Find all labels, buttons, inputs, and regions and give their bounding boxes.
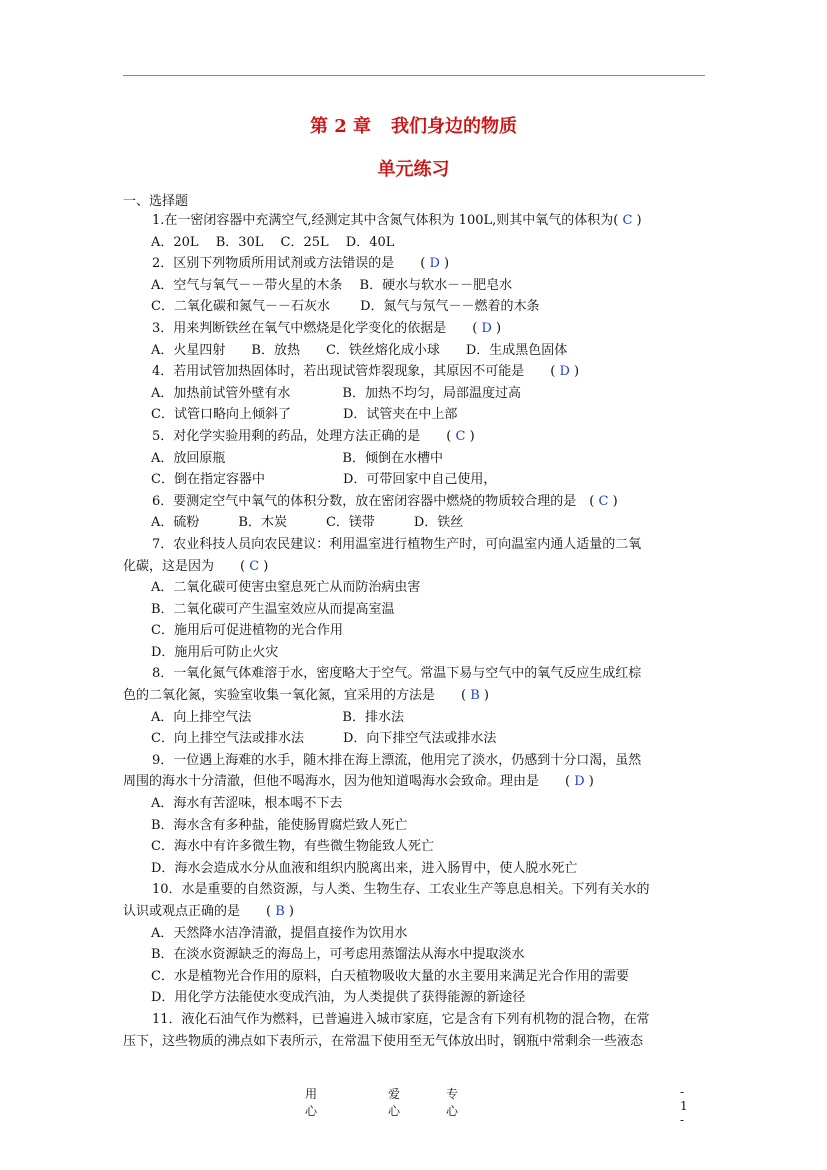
answer-close-paren: ): [496, 320, 502, 336]
line-text: C．施用后可促进植物的光合作用: [151, 623, 343, 639]
line-text: A．天然降水洁净清澈，提倡直接作为饮用水: [151, 925, 408, 941]
text-line: [123, 966, 705, 988]
text-line: [123, 210, 705, 232]
line-text: B．在淡水资源缺乏的海岛上，可考虑用蒸馏法从海水中提取淡水: [151, 947, 525, 963]
line-text: 6．要测定空气中氧气的体积分数，放在密闭容器中燃烧的物质较合理的是 (: [152, 493, 595, 509]
text-line: [123, 750, 705, 772]
answer-letter: B: [466, 688, 484, 704]
line-text: 9．一位遇上海难的水手，随木排在海上漂流，他用完了淡水，仍感到十分口渴，虽然: [152, 752, 642, 768]
line-text: 3．用来判断铁丝在氧气中燃烧是化学变化的依据是 (: [152, 320, 478, 336]
answer-close-paren: ): [574, 364, 580, 380]
line-text: 压下，这些物质的沸点如下表所示，在常温下使用至无气体放出时，钢瓶中常剩余一些液态: [123, 1033, 644, 1049]
text-line: [123, 771, 705, 793]
answer-close-paren: ): [588, 774, 594, 790]
text-line: [123, 469, 705, 491]
answer-letter: C: [618, 213, 637, 228]
line-text: 化碳，这是因为 (: [123, 558, 246, 574]
line-text: A．空气与氧气－－带火星的木条 B．硬水与软水－－肥皂水: [151, 277, 513, 293]
line-text: C．二氧化碳和氮气－－石灰水 D．氮气与氖气－－燃着的木条: [151, 299, 540, 315]
answer-letter: B: [271, 904, 289, 919]
footer-yongxin: 用心: [305, 1087, 318, 1118]
text-line: [123, 793, 705, 815]
text-line: [123, 728, 705, 750]
answer-close-paren: ): [263, 558, 269, 574]
text-line: [123, 253, 705, 275]
line-text: C．向上排空气法或排水法 D．向下排空气法或排水法: [151, 731, 497, 747]
line-text: 8．一氧化氮气体难溶于水，密度略大于空气。常温下易与空气中的氧气反应生成红棕: [152, 666, 642, 682]
text-line: [123, 232, 705, 254]
line-text: 认识或观点正确的是 (: [123, 904, 272, 919]
line-text: A．火星四射 B．放热 C．铁丝熔化成小球 D．生成黑色固体: [151, 342, 568, 358]
text-line: [123, 663, 705, 685]
answer-close-paren: ): [288, 904, 294, 919]
answer-close-paren: ): [444, 256, 450, 272]
line-text: C．水是植物光合作用的原料，白天植物吸收大量的水主要用来满足光合作用的需要: [151, 968, 629, 984]
text-line: [123, 318, 705, 340]
text-line: [123, 836, 705, 858]
header-rule: [123, 75, 705, 76]
text-line: [123, 642, 705, 664]
text-line: [123, 685, 705, 707]
chapter-number: 第 2 章: [309, 116, 372, 137]
line-text: 色的二氧化氮，实验室收集一氧化氮，宜采用的方法是 (: [123, 688, 467, 704]
line-text: 11．液化石油气作为燃料，已普遍进入城市家庭，它是含有下列有机物的混合物，在常: [152, 1011, 650, 1027]
line-text: 周围的海水十分清澈，但他不喝海水，因为他知道喝海水会致命。理由是 (: [123, 774, 571, 790]
text-line: [123, 599, 705, 621]
line-text: D．用化学方法能使水变成汽油，为人类提供了获得能源的新途径: [151, 990, 526, 1006]
line-text: B．二氧化碳可产生温室效应从而提高室温: [151, 601, 395, 617]
line-text: 5．对化学实验用剩的药品，处理方法正确的是 (: [152, 428, 452, 444]
text-line: [123, 296, 705, 318]
text-line: [123, 858, 705, 880]
text-line: [123, 901, 705, 923]
text-line: [123, 383, 705, 405]
line-text: 2．区别下列物质所用试剂或方法错误的是 (: [152, 256, 426, 272]
line-text: 7．农业科技人员向农民建议：利用温室进行植物生产时，可向温室内通人适量的二氧: [152, 536, 642, 552]
footer-aixin: 爱心: [388, 1087, 401, 1118]
page-number: - 1 -: [680, 1085, 688, 1127]
line-text: A．放回原瓶 B．倾倒在水槽中: [151, 450, 443, 466]
text-line: [123, 426, 705, 448]
text-line: [123, 534, 705, 556]
line-text: 1.在一密闭容器中充满空气,经测定其中含氮气体积为 100L,则其中氧气的体积为(: [152, 213, 619, 228]
line-text: A．加热前试管外壁有水 B．加热不均匀，局部温度过高: [151, 385, 521, 401]
text-line: [123, 512, 705, 534]
line-text: B．海水含有多种盐，能使肠胃腐烂致人死亡: [151, 817, 408, 833]
text-line: [123, 275, 705, 297]
text-line: [123, 923, 705, 945]
line-text: A．20L B．30L C．25L D．40L: [151, 234, 395, 250]
line-text: A．向上排空气法 B．排水法: [151, 709, 404, 725]
answer-close-paren: ): [483, 688, 489, 704]
text-line: [123, 879, 705, 901]
text-line: [123, 707, 705, 729]
answer-letter: D: [555, 364, 575, 380]
answer-close-paren: ): [469, 428, 475, 444]
text-line: [123, 1009, 705, 1031]
text-line: [123, 491, 705, 513]
line-text: A．硫粉 B．木炭 C．镁带 D．铁丝: [151, 515, 464, 531]
question-body: [123, 210, 705, 1052]
text-line: [123, 987, 705, 1009]
line-text: 10．水是重要的自然资源，与人类、生物生存、工农业生产等息息相关。下列有关水的: [152, 882, 650, 898]
answer-letter: D: [570, 774, 589, 790]
text-line: [123, 448, 705, 470]
chapter-title: [0, 112, 827, 138]
line-text: C．倒在指定容器中 D．可带回家中自己使用，: [151, 472, 497, 488]
answer-letter: C: [451, 428, 470, 444]
answer-letter: D: [425, 256, 445, 272]
unit-subtitle: 单元练习: [377, 159, 450, 180]
chapter-name: 我们身边的物质: [391, 116, 518, 137]
answer-close-paren: ): [612, 493, 618, 509]
line-text: D．施用后可防止火灾: [151, 644, 279, 660]
section-heading: 一、选择题: [123, 194, 189, 209]
line-text: C．试管口略向上倾斜了 D．试管夹在中上部: [151, 407, 458, 423]
line-text: 4．若用试管加热固体时，若出现试管炸裂现象，其原因不可能是 (: [152, 364, 556, 380]
text-line: [123, 944, 705, 966]
answer-letter: C: [594, 493, 613, 509]
answer-letter: D: [477, 320, 497, 336]
text-line: [123, 1031, 705, 1053]
text-line: [123, 361, 705, 383]
text-line: [123, 340, 705, 362]
text-line: [123, 577, 705, 599]
line-text: A．海水有苦涩味，根本喝不下去: [151, 796, 343, 812]
answer-close-paren: ): [636, 213, 642, 228]
text-line: [123, 620, 705, 642]
footer-zhuanxin: 专心: [446, 1087, 459, 1118]
answer-letter: C: [245, 558, 264, 574]
text-line: [123, 404, 705, 426]
line-text: D．海水会造成水分从血液和组织内脱离出来，进入肠胃中，使人脱水死亡: [151, 860, 578, 876]
line-text: A．二氧化碳可使害虫窒息死亡从而防治病虫害: [151, 580, 421, 596]
line-text: C．海水中有许多微生物，有些微生物能致人死亡: [151, 839, 434, 855]
text-line: [123, 815, 705, 837]
text-line: [123, 556, 705, 578]
